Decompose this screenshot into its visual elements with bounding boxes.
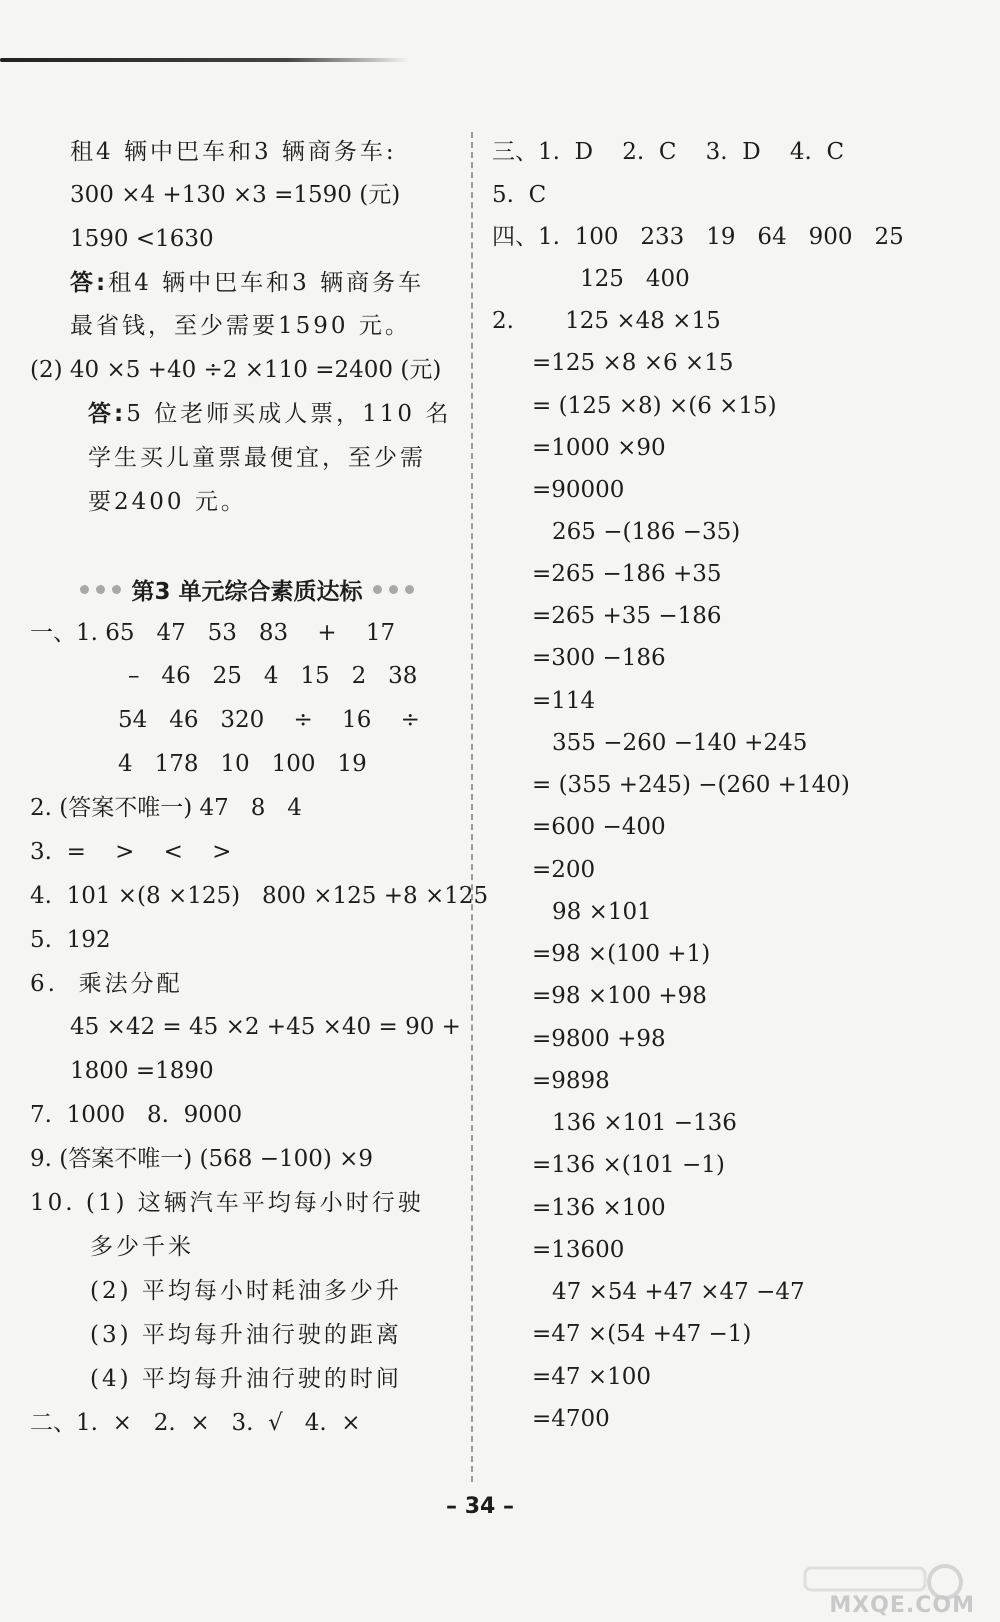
answer-line: 5. C (492, 182, 547, 208)
answer-line: =265 +35 −186 (532, 603, 722, 629)
answer-line: 多少千米 (90, 1234, 194, 1260)
answer-line: 265 −(186 −35) (552, 519, 741, 545)
answer-line: 四、1. 100 233 19 64 900 25 (492, 224, 904, 250)
text-line: 要2400 元。 (88, 489, 247, 515)
watermark (785, 1560, 985, 1620)
text-line: 学生买儿童票最便宜，至少需 (88, 445, 426, 471)
answer-line: =9800 +98 (532, 1026, 666, 1052)
text-line: 1590 <1630 (70, 226, 214, 252)
answer-line: =114 (532, 688, 596, 714)
watermark-text: MXQE.COM (829, 1593, 975, 1618)
answer-line: 4. 101 ×(8 ×125) 800 ×125 +8 ×125 (30, 883, 489, 909)
answer-line: 98 ×101 (552, 899, 652, 925)
decorative-dots (373, 585, 414, 594)
answer-line: 2. (答案不唯一) 47 8 4 (30, 795, 302, 821)
answer-line: =98 ×(100 +1) (532, 941, 711, 967)
answer-line: =90000 (532, 477, 625, 503)
answer-line: 5. 192 (30, 927, 111, 953)
section-title (42, 572, 452, 606)
answer-line: 3. = > < > (30, 839, 232, 865)
answer-line: (2) 平均每小时耗油多少升 (90, 1278, 402, 1304)
answer-line: 125 400 (580, 266, 690, 292)
answer-line: (4) 平均每升油行驶的时间 (90, 1366, 402, 1392)
text-line: 答:租4 辆中巴车和3 辆商务车 (70, 270, 425, 296)
answer-line: =600 −400 (532, 814, 666, 840)
answer-line: =136 ×100 (532, 1195, 666, 1221)
answer-marker: 答: (70, 270, 109, 296)
answer-line: =98 ×100 +98 (532, 983, 707, 1009)
text-line: (2) 40 ×5 +40 ÷2 ×110 =2400 (元) (30, 357, 442, 383)
answer-line: =136 ×(101 −1) (532, 1152, 725, 1178)
answer-line: =300 −186 (532, 645, 666, 671)
text-line: 租4 辆中巴车和3 辆商务车: (70, 139, 397, 165)
answer-line: =4700 (532, 1406, 610, 1432)
answer-line: 136 ×101 −136 (552, 1110, 737, 1136)
answer-line: =47 ×100 (532, 1364, 652, 1390)
column-divider (471, 132, 473, 1482)
answer-line: 45 ×42 = 45 ×2 +45 ×40 = 90 + (70, 1014, 461, 1040)
top-rule (0, 58, 410, 62)
text-line: 答:5 位老师买成人票，110 名 (88, 401, 452, 427)
answer-line: 6. 乘法分配 (30, 971, 183, 997)
answer-line: =200 (532, 857, 596, 883)
answer-line: =1000 ×90 (532, 435, 666, 461)
answer-line: =9898 (532, 1068, 610, 1094)
answer-line: 一、1. 65 47 53 83 + 17 (30, 620, 396, 646)
answer-line: 二、1. × 2. × 3. √ 4. × (30, 1410, 361, 1436)
answer-marker: 答: (88, 401, 127, 427)
answer-line: =13600 (532, 1237, 625, 1263)
answer-line: 355 −260 −140 +245 (552, 730, 808, 756)
text-line: 300 ×4 +130 ×3 =1590 (元) (70, 182, 401, 208)
answer-line: 1800 =1890 (70, 1058, 214, 1084)
answer-line: 9. (答案不唯一) (568 −100) ×9 (30, 1146, 374, 1172)
answer-line: (3) 平均每升油行驶的距离 (90, 1322, 402, 1348)
answer-line: 47 ×54 +47 ×47 −47 (552, 1279, 805, 1305)
answer-line: =125 ×8 ×6 ×15 (532, 350, 734, 376)
answer-line: =265 −186 +35 (532, 561, 722, 587)
answer-line: =47 ×(54 +47 −1) (532, 1321, 752, 1347)
answer-line: 10. (1) 这辆汽车平均每小时行驶 (30, 1190, 424, 1216)
answer-line: 2. 125 ×48 ×15 (492, 308, 721, 334)
answer-line: 7. 1000 8. 9000 (30, 1102, 243, 1128)
text-line: 最省钱，至少需要1590 元。 (70, 313, 411, 339)
page-number: – 34 – (446, 1494, 514, 1519)
section-title-text: 第3 单元综合素质达标 (131, 578, 363, 605)
answer-line: 54 46 320 ÷ 16 ÷ (118, 707, 420, 733)
answer-line: = (355 +245) −(260 +140) (532, 772, 850, 798)
answer-line: – 46 25 4 15 2 38 (128, 663, 418, 689)
answer-line: 4 178 10 100 19 (118, 751, 367, 777)
answer-line: = (125 ×8) ×(6 ×15) (532, 393, 777, 419)
decorative-dots (80, 585, 121, 594)
answer-line: 三、1. D 2. C 3. D 4. C (492, 139, 845, 165)
